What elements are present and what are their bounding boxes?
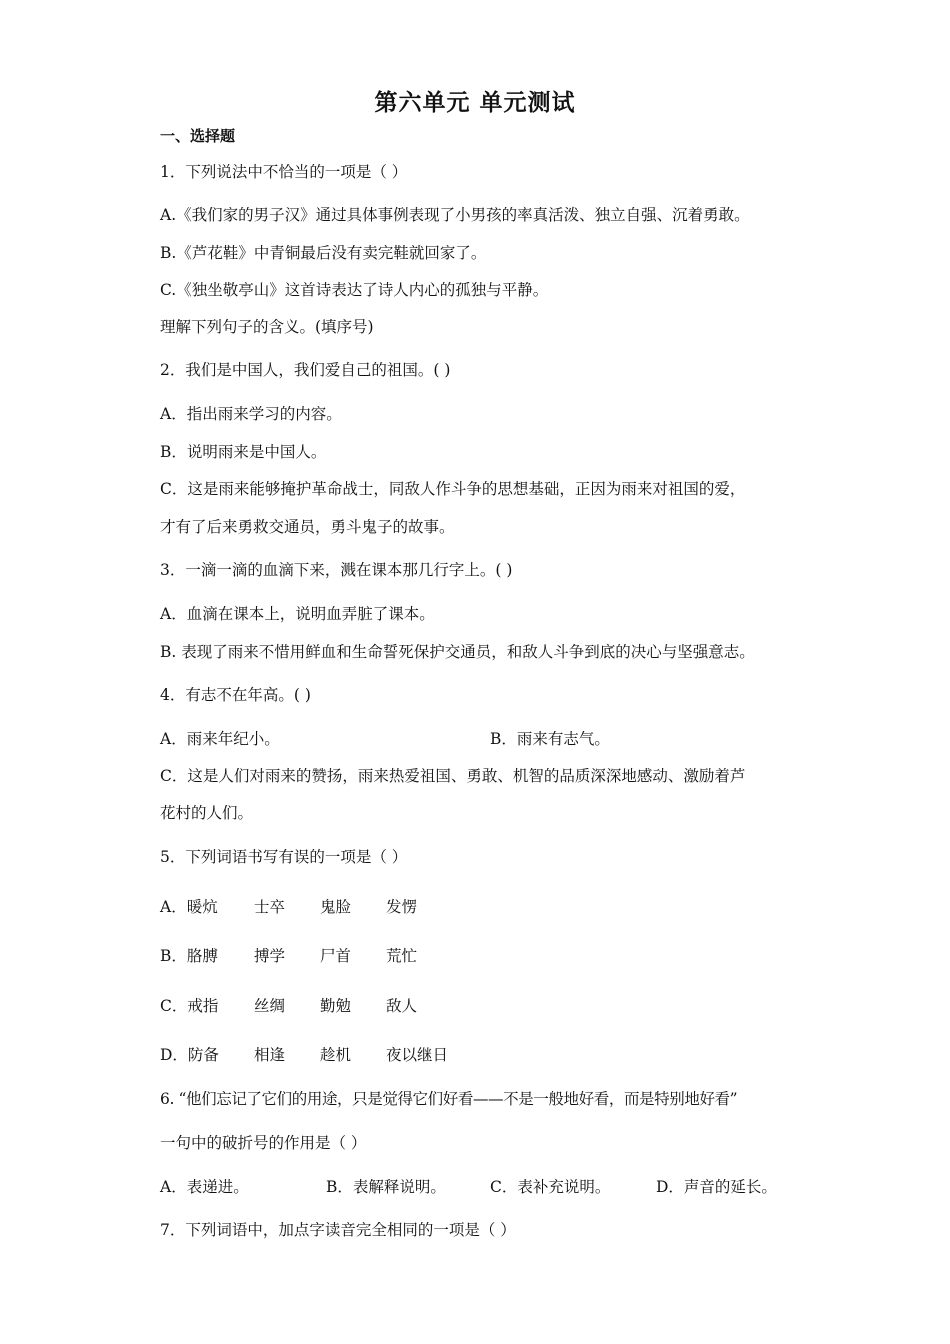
question-1-stem: 1．下列说法中不恰当的一项是（ ） — [160, 163, 408, 181]
question-6-option-a: A．表递进。 — [160, 1178, 249, 1196]
word: A．暖炕 — [160, 898, 218, 916]
question-7-stem: 7．下列词语中，加点字读音完全相同的一项是（ ） — [160, 1221, 516, 1239]
question-1-option-a: A.《我们家的男子汉》通过具体事例表现了小男孩的率真活泼、独立自强、沉着勇敢。 — [160, 206, 750, 224]
question-3-option-b: B. 表现了雨来不惜用鲜血和生命誓死保护交通员，和敌人斗争到底的决心与坚强意志。 — [160, 643, 755, 661]
word: C．戒指 — [160, 997, 219, 1015]
question-2-stem: 2．我们是中国人，我们爱自己的祖国。( ) — [160, 361, 451, 379]
instruction-text: 理解下列句子的含义。(填序号) — [160, 318, 374, 336]
question-5-option-b — [160, 946, 452, 966]
word: 勤勉 — [320, 997, 352, 1015]
question-3-stem: 3．一滴一滴的血滴下来，溅在课本那几行字上。( ) — [160, 561, 513, 579]
question-2-option-c-line-1: C．这是雨来能够掩护革命战士，同敌人作斗争的思想基础，正因为雨来对祖国的爱， — [160, 480, 746, 498]
word: 士卒 — [254, 898, 286, 916]
question-1-option-b: B.《芦花鞋》中青铜最后没有卖完鞋就回家了。 — [160, 244, 487, 262]
word: 夜以继日 — [386, 1046, 449, 1064]
word: B．胳膊 — [160, 947, 218, 965]
question-4-option-b: B．雨来有志气。 — [490, 730, 610, 748]
question-3-option-a: A．血滴在课本上，说明血弄脏了课本。 — [160, 605, 435, 623]
word: 丝绸 — [254, 997, 286, 1015]
word: D．防备 — [160, 1046, 219, 1064]
question-6-option-b: B．表解释说明。 — [326, 1178, 446, 1196]
question-5-stem: 5．下列词语书写有误的一项是（ ） — [160, 848, 408, 866]
word: 荒忙 — [386, 947, 418, 965]
question-2-option-b: B．说明雨来是中国人。 — [160, 443, 327, 461]
word: 敌人 — [386, 997, 418, 1015]
question-4-option-a: A．雨来年纪小。 — [160, 730, 280, 748]
word: 搏学 — [254, 947, 286, 965]
question-6-option-d: D．声音的延长。 — [656, 1178, 777, 1196]
question-5-option-d — [160, 1045, 452, 1065]
word: 尸首 — [320, 947, 352, 965]
word: 趁机 — [320, 1046, 352, 1064]
page-title: 第六单元 单元测试 — [374, 90, 576, 116]
question-6-stem-line-2: 一句中的破折号的作用是（ ） — [160, 1134, 367, 1152]
question-2-option-a: A．指出雨来学习的内容。 — [160, 405, 342, 423]
question-5-option-c — [160, 996, 452, 1016]
word: 发愣 — [386, 898, 418, 916]
question-1-option-c: C.《独坐敬亭山》这首诗表达了诗人内心的孤独与平静。 — [160, 281, 549, 299]
word: 鬼脸 — [320, 898, 352, 916]
question-4-option-c-line-2: 花村的人们。 — [160, 804, 254, 822]
question-5-option-a — [160, 897, 452, 917]
question-4-stem: 4．有志不在年高。( ) — [160, 686, 311, 704]
section-heading: 一、选择题 — [160, 127, 236, 145]
question-2-option-c-line-2: 才有了后来勇救交通员，勇斗鬼子的故事。 — [160, 518, 455, 536]
question-4-option-c-line-1: C．这是人们对雨来的赞扬，雨来热爱祖国、勇敢、机智的品质深深地感动、激励着芦 — [160, 767, 746, 785]
question-6-option-c: C．表补充说明。 — [490, 1178, 611, 1196]
word: 相逢 — [254, 1046, 286, 1064]
question-6-stem-line-1: 6. “他们忘记了它们的用途，只是觉得它们好看——不是一般地好看，而是特别地好看” — [160, 1090, 738, 1108]
